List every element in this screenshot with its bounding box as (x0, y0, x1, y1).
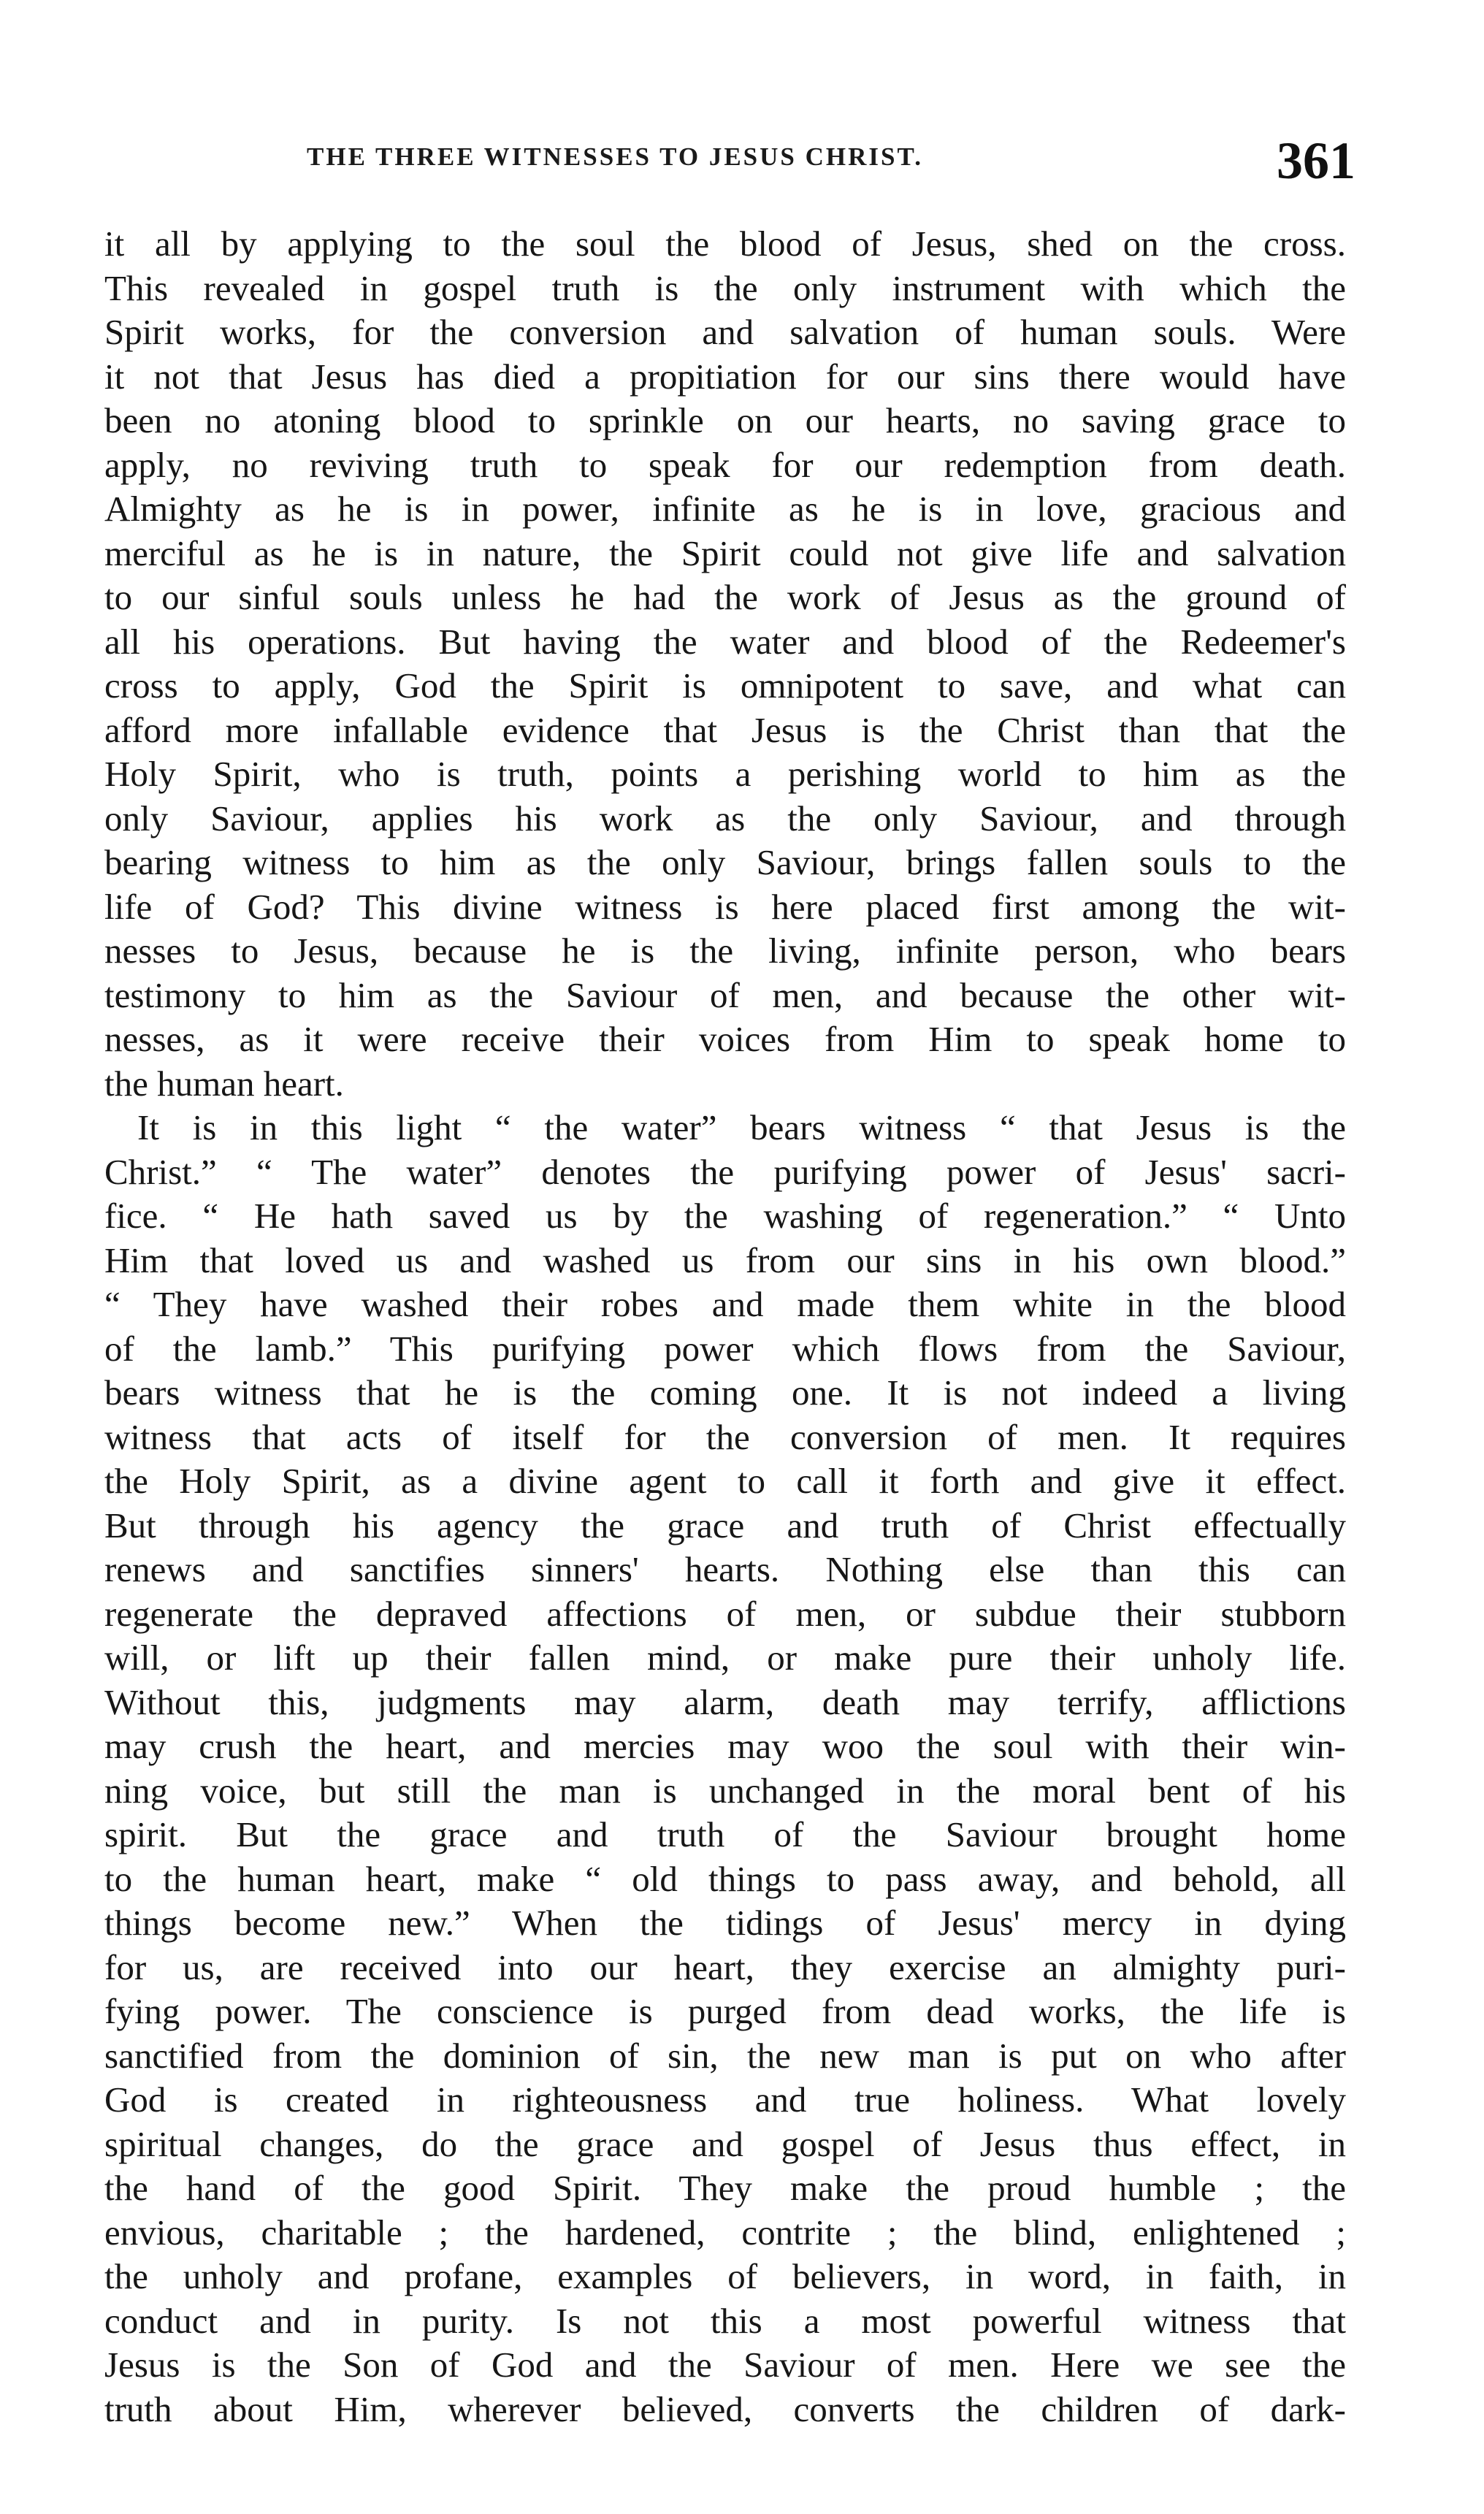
text-line: “ They have washed their robes and made them white in the blood (104, 1284, 1346, 1324)
text-line: all his operations. But having the water and blood of the Redeemer's (104, 622, 1346, 662)
text-line: But through his agency the grace and truth of Christ effectually (104, 1505, 1346, 1546)
text-line: God is created in righteousness and true holiness. What lovely (104, 2079, 1346, 2120)
text-line: bears witness that he is the coming one. It is not indeed a living (104, 1372, 1346, 1413)
text-line: the human heart. (104, 1063, 344, 1104)
text-line: bearing witness to him as the only Saviour, brings fallen souls to the (104, 842, 1346, 882)
text-line: things become new.” When the tidings of Jesus' mercy in dying (104, 1903, 1346, 1943)
text-line: afford more infallable evidence that Jesus is the Christ than that the (104, 710, 1346, 750)
text-line: testimony to him as the Saviour of men, and because the other wit- (104, 975, 1346, 1015)
text-line: only Saviour, applies his work as the only Saviour, and through (104, 798, 1346, 838)
text-line: This revealed in gospel truth is the only instrument with which the (104, 268, 1346, 308)
text-line: sanctified from the dominion of sin, the new man is put on who after (104, 2036, 1346, 2076)
text-line: nesses to Jesus, because he is the living, infinite person, who bears (104, 931, 1346, 971)
text-line: to the human heart, make “ old things to pass away, and behold, all (104, 1859, 1346, 1899)
text-line: merciful as he is in nature, the Spirit could not give life and salvation (104, 533, 1346, 573)
text-line: Spirit works, for the conversion and salvation of human souls. Were (104, 312, 1346, 352)
text-line: the hand of the good Spirit. They make the proud humble ; the (104, 2168, 1346, 2208)
text-line: It is in this light “ the water” bears witness “ that Jesus is the (137, 1107, 1346, 1147)
text-line: spiritual changes, do the grace and gospel of Jesus thus effect, in (104, 2124, 1346, 2164)
text-line: been no atoning blood to sprinkle on our hearts, no saving grace to (104, 400, 1346, 440)
text-line: will, or lift up their fallen mind, or make pure their unholy life. (104, 1638, 1346, 1678)
page-number: 361 (1277, 131, 1355, 190)
text-line: Christ.” “ The water” denotes the purifying power of Jesus' sacri- (104, 1152, 1346, 1192)
text-line: Holy Spirit, who is truth, points a perishing world to him as the (104, 754, 1346, 794)
text-line: the Holy Spirit, as a divine agent to call it forth and give it effect. (104, 1461, 1346, 1501)
text-line: of the lamb.” This purifying power which flows from the Saviour, (104, 1329, 1346, 1369)
text-line: renews and sanctifies sinners' hearts. Nothing else than this can (104, 1549, 1346, 1589)
text-line: truth about Him, wherever believed, converts the children of dark- (104, 2389, 1346, 2429)
text-line: it not that Jesus has died a propitiation for our sins there would have (104, 356, 1346, 397)
text-line: ning voice, but still the man is unchanged in the moral bent of his (104, 1770, 1346, 1811)
text-line: spirit. But the grace and truth of the Saviour brought home (104, 1814, 1346, 1854)
text-line: conduct and in purity. Is not this a most powerful witness that (104, 2301, 1346, 2341)
text-line: envious, charitable ; the hardened, contrite ; the blind, enlightened ; (104, 2212, 1346, 2253)
text-line: Without this, judgments may alarm, death may terrify, afflictions (104, 1682, 1346, 1722)
text-line: fice. “ He hath saved us by the washing of regeneration.” “ Unto (104, 1196, 1346, 1236)
text-line: Jesus is the Son of God and the Saviour of men. Here we see the (104, 2345, 1346, 2385)
text-line: apply, no reviving truth to speak for our redemption from death. (104, 445, 1346, 485)
body-text (104, 223, 1346, 2440)
running-title: THE THREE WITNESSES TO JESUS CHRIST. (307, 142, 923, 171)
text-line: life of God? This divine witness is here placed first among the wit- (104, 887, 1346, 927)
text-line: the unholy and profane, examples of believers, in word, in faith, in (104, 2256, 1346, 2296)
text-line: nesses, as it were receive their voices from Him to speak home to (104, 1019, 1346, 1059)
text-line: regenerate the depraved affections of men, or subdue their stubborn (104, 1594, 1346, 1634)
text-line: to our sinful souls unless he had the work of Jesus as the ground of (104, 577, 1346, 617)
text-line: fying power. The conscience is purged from dead works, the life is (104, 1991, 1346, 2031)
text-line: for us, are received into our heart, they exercise an almighty puri- (104, 1947, 1346, 1987)
text-line: it all by applying to the soul the blood of Jesus, shed on the cross. (104, 223, 1346, 264)
text-line: witness that acts of itself for the conversion of men. It requires (104, 1417, 1346, 1457)
running-header (117, 131, 1355, 208)
text-line: Him that loved us and washed us from our sins in his own blood.” (104, 1240, 1346, 1280)
text-line: may crush the heart, and mercies may woo the soul with their win- (104, 1726, 1346, 1766)
text-line: cross to apply, God the Spirit is omnipotent to save, and what can (104, 665, 1346, 706)
text-line: Almighty as he is in power, infinite as he is in love, gracious and (104, 489, 1346, 529)
